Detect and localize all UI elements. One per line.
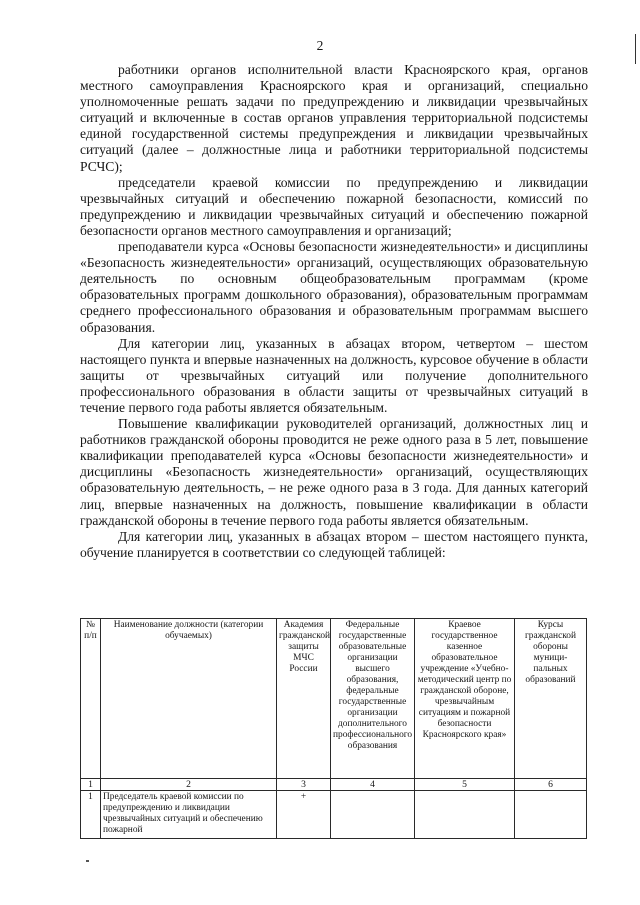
header-regional: Краевое государственное казенное образовательное учреждение «Учебно-методический центр по гражданской обороне, чрезвычайным ситуациям и пожарной безопасности Красноярского края» — [415, 619, 515, 779]
paragraph: Для категории лиц, указанных в абзацах втором – шестом настоящего пункта, обучение планируется в соответствии со следующей таблицей: — [80, 528, 588, 560]
row-municipal — [515, 791, 587, 839]
paragraph: Повышение квалификации руководителей организаций, должностных лиц и работников гражданской обороны проводится не реже одного раза в 5 лет, повышение квалификации преподавателей курса «Основы безопасности жизнедеятельности» и дисциплины «Безопасность жизнедеятельности» организаций, осуществляющих образовательную деятельность, – не реже одного раза в 3 года. Для данных категорий лиц, впервые назначенных на должность, повышение квалификации в области гражданской обороны в течение первого года работы является обязательным. — [80, 416, 588, 528]
header-federal: Федеральные государственные образовательные организации высшего образования, федеральные государственные организации дополнительного профессионального образования — [331, 619, 415, 779]
header-municipal: Курсы гражданской обороны муници-пальных образований — [515, 619, 587, 779]
column-number: 2 — [101, 779, 277, 791]
row-position: Председатель краевой комиссии по предупреждению и ликвидации чрезвычайных ситуаций и обеспечению пожарной — [101, 791, 277, 839]
page-number: 2 — [316, 38, 324, 53]
paragraph: работники органов исполнительной власти Красноярского края, органов местного самоуправления Красноярского края и организаций, специально уполномоченные решать задачи по предупреждению и ликвидации чрезвычайных ситуаций и включенные в состав органов управления территориальной подсистемы единой государственной системы предупреждения и ликвидации чрезвычайных ситуаций (далее – должностные лица и работники территориальной подсистемы РСЧС); — [80, 62, 588, 174]
paragraph: преподаватели курса «Основы безопасности жизнедеятельности» и дисциплины «Безопасность жизнедеятельности» организаций, осуществляющих образовательную деятельность по основным общеобразовательным программам (кроме образовательных программ дошкольного образования), образовательным программам среднего профессионального образования и образовательным программам высшего образования. — [80, 239, 588, 335]
header-position: Наименование должности (категории обучаемых) — [101, 619, 277, 779]
paragraph: председатели краевой комиссии по предупреждению и ликвидации чрезвычайных ситуаций и обеспечению пожарной безопасности, комиссий по предупреждению и ликвидации чрезвычайных ситуаций и обеспечению пожарной безопасности органов местного самоуправления и организаций; — [80, 174, 588, 238]
table-header-row — [81, 619, 587, 779]
column-number: 6 — [515, 779, 587, 791]
paragraph: Для категории лиц, указанных в абзацах втором, четвертом – шестом настоящего пункта и впервые назначенных на должность, курсовое обучение в области защиты от чрезвычайных ситуаций или получение дополнительного профессионального образования в области защиты от чрезвычайных ситуаций в течение первого года работы является обязательным. — [80, 335, 588, 415]
column-number: 3 — [277, 779, 331, 791]
table-row — [81, 791, 587, 839]
body-text — [80, 62, 588, 561]
scan-mark — [86, 860, 89, 862]
row-federal — [331, 791, 415, 839]
row-num: 1 — [81, 791, 101, 839]
column-number: 5 — [415, 779, 515, 791]
row-regional — [415, 791, 515, 839]
column-number-row — [81, 779, 587, 791]
edge-mark — [635, 34, 636, 64]
column-number: 1 — [81, 779, 101, 791]
column-number: 4 — [331, 779, 415, 791]
header-num: № п/п — [81, 619, 101, 779]
training-table — [80, 618, 587, 839]
header-academy: Академия гражданской защиты МЧС России — [277, 619, 331, 779]
row-academy: + — [277, 791, 331, 839]
